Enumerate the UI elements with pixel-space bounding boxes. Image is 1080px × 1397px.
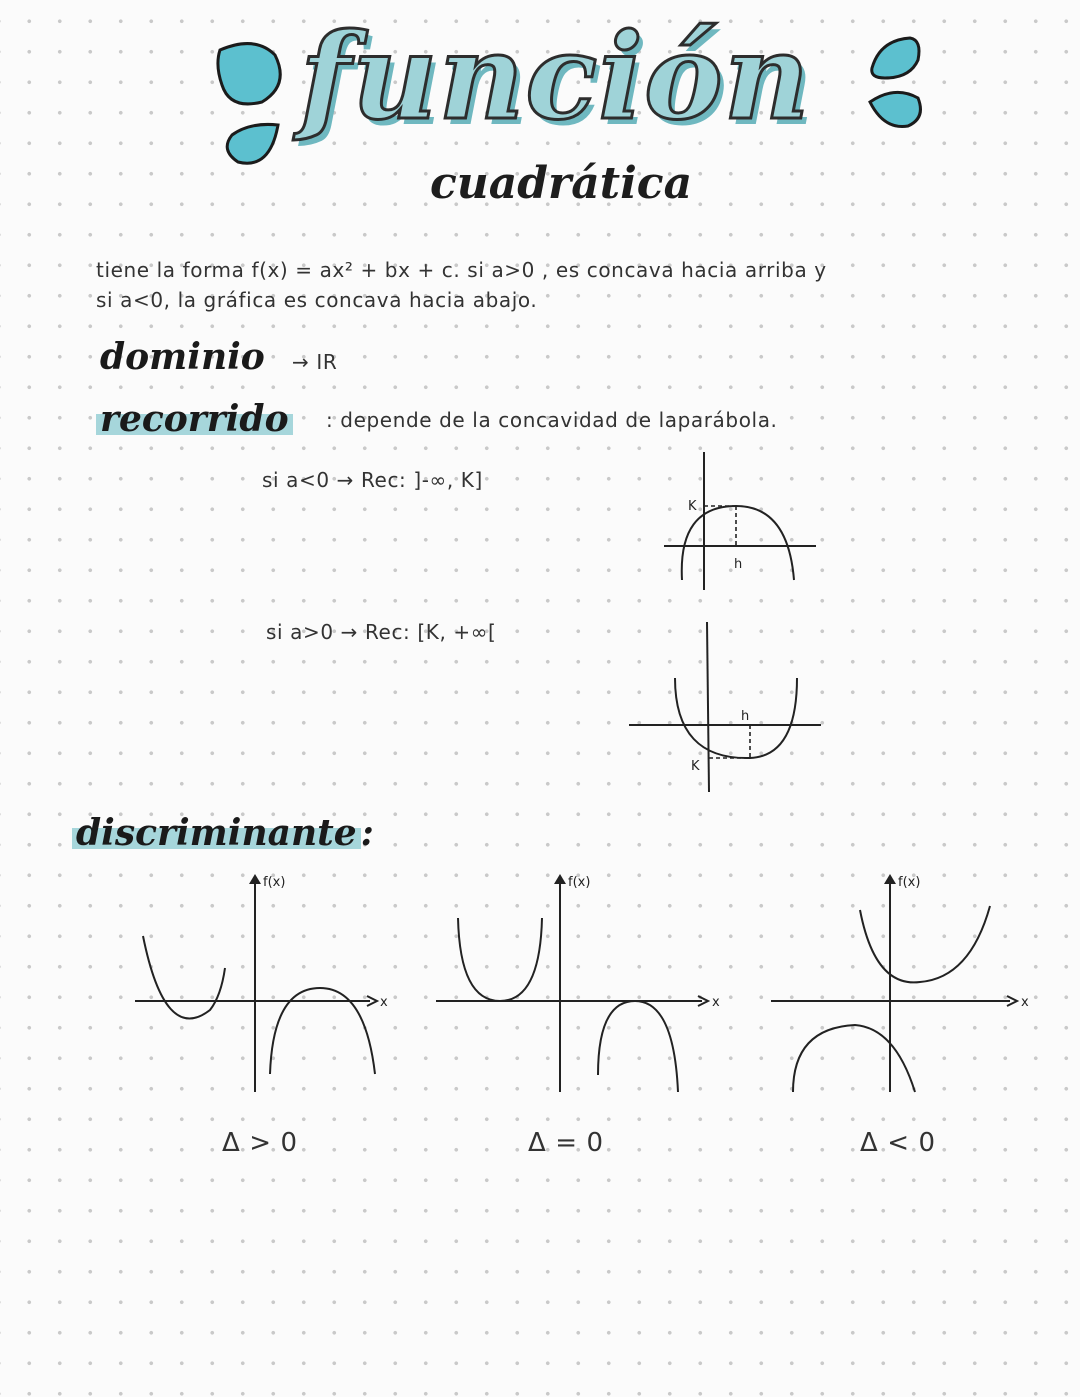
- y-arrow-icon: [249, 874, 261, 884]
- discriminant-positive-label: Δ > 0: [222, 1128, 298, 1158]
- concave-up-graph: [625, 620, 825, 795]
- drop-icon: [218, 44, 280, 104]
- discriminante-heading: [72, 812, 374, 854]
- page-title: función: [300, 7, 811, 146]
- drops-left-decoration: [200, 30, 300, 170]
- y-axis-label: f(x): [898, 875, 921, 890]
- discriminant-negative-label: Δ < 0: [860, 1128, 936, 1158]
- drop-icon: [870, 92, 920, 126]
- x-axis-label: x: [712, 995, 720, 1010]
- discriminant-negative-graph: [765, 870, 1040, 1100]
- parabola-up: [675, 678, 797, 758]
- page-subtitle: cuadrática: [430, 158, 693, 209]
- y-axis-label: f(x): [568, 875, 591, 890]
- discriminant-zero-label: Δ = 0: [528, 1128, 604, 1158]
- dominio-value: → IR: [292, 350, 338, 374]
- label-h: h: [741, 709, 750, 724]
- discriminant-positive-graph: [125, 870, 395, 1100]
- recorrido-description: : depende de la concavidad de laparábola.: [326, 408, 778, 432]
- parabola-up: [458, 918, 542, 1001]
- recorrido-heading-text: recorrido: [96, 398, 293, 440]
- x-axis-label: x: [1021, 995, 1029, 1010]
- drop-icon: [872, 38, 919, 78]
- concave-down-graph: [660, 450, 830, 600]
- recorrido-heading: [96, 398, 293, 440]
- dominio-heading: dominio: [100, 336, 265, 378]
- recorrido-case-positive: si a>0 → Rec: [K, +∞[: [266, 620, 497, 644]
- parabola-up: [143, 936, 225, 1019]
- parabola-down: [598, 1001, 678, 1092]
- label-k: K: [691, 759, 700, 774]
- drop-icon: [227, 124, 278, 163]
- x-axis-label: x: [380, 995, 388, 1010]
- label-h: h: [734, 557, 743, 572]
- parabola-up: [860, 906, 990, 982]
- discriminant-zero-graph: [430, 870, 730, 1100]
- drops-right-decoration: [860, 30, 940, 140]
- y-arrow-icon: [884, 874, 896, 884]
- y-axis: [707, 622, 709, 792]
- parabola-down: [793, 1025, 915, 1092]
- discriminante-heading-text: discriminante: [72, 812, 361, 854]
- intro-line-1: tiene la forma f(x) = ax² + bx + c. si a>0 , es concava hacia arriba y: [96, 258, 827, 282]
- y-axis-label: f(x): [263, 875, 286, 890]
- intro-line-2: si a<0, la gráfica es concava hacia abajo.: [96, 288, 538, 312]
- y-arrow-icon: [554, 874, 566, 884]
- discriminante-colon: :: [360, 812, 374, 854]
- label-k: K: [688, 499, 697, 514]
- recorrido-case-negative: si a<0 → Rec: ]-∞, K]: [262, 468, 483, 492]
